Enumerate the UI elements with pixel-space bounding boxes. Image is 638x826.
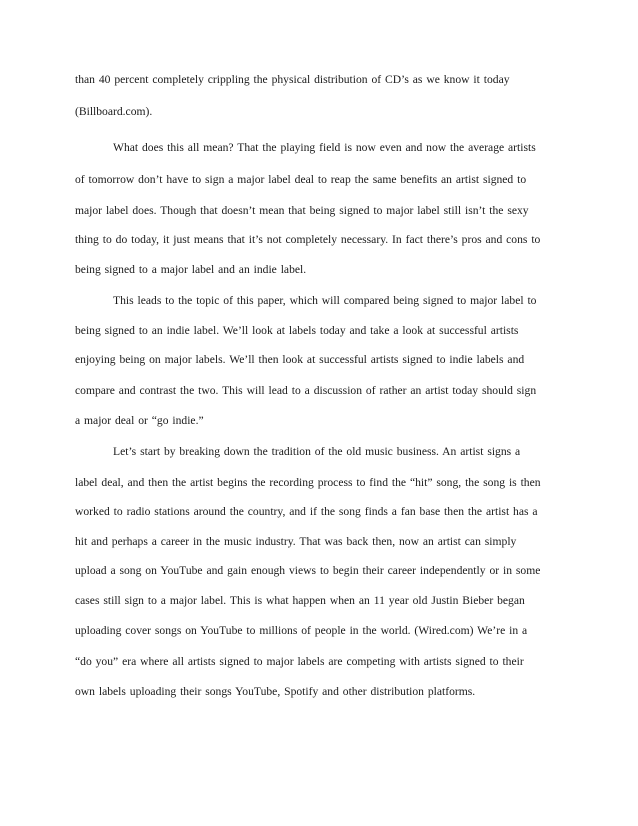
text-line: compare and contrast the two. This will lead to a discussion of rather an artist today should sign (75, 384, 537, 397)
text-line: label deal, and then the artist begins the recording process to find the “hit” song, the song is then (75, 476, 541, 489)
paragraph-first-line: Let’s start by breaking down the tradition of the old music business. An artist signs a (113, 445, 521, 458)
text-line: enjoying being on major labels. We’ll then look at successful artists signed to indie labels and (75, 353, 525, 366)
text-line: own labels uploading their songs YouTube, Spotify and other distribution platforms. (75, 685, 476, 698)
text-line: thing to do today, it just means that it’s not completely necessary. In fact there’s pros and cons to (75, 233, 541, 246)
text-line: being signed to an indie label. We’ll look at labels today and take a look at successful artists (75, 324, 519, 337)
text-line: worked to radio stations around the country, and if the song finds a fan base then the artist has a (75, 505, 538, 518)
text-line: uploading cover songs on YouTube to millions of people in the world. (Wired.com) We’re in a (75, 624, 528, 637)
text-line: hit and perhaps a career in the music industry. That was back then, now an artist can simply (75, 535, 517, 548)
text-line: than 40 percent completely crippling the physical distribution of CD’s as we know it today (75, 73, 510, 86)
text-line: of tomorrow don’t have to sign a major label deal to reap the same benefits an artist signed to (75, 173, 527, 186)
text-line: (Billboard.com). (75, 105, 153, 118)
text-line: major label does. Though that doesn’t mean that being signed to major label still isn’t the sexy (75, 204, 529, 217)
text-line: being signed to a major label and an indie label. (75, 263, 307, 276)
text-line: cases still sign to a major label. This is what happen when an 11 year old Justin Bieber began (75, 594, 525, 607)
paragraph-first-line: This leads to the topic of this paper, which will compared being signed to major label to (113, 294, 537, 307)
paragraph-first-line: What does this all mean? That the playing field is now even and now the average artists (113, 141, 536, 154)
text-line: “do you” era where all artists signed to major labels are competing with artists signed to their (75, 655, 524, 668)
text-line: a major deal or “go indie.” (75, 414, 204, 427)
text-line: upload a song on YouTube and gain enough views to begin their career independently or in some (75, 564, 541, 577)
